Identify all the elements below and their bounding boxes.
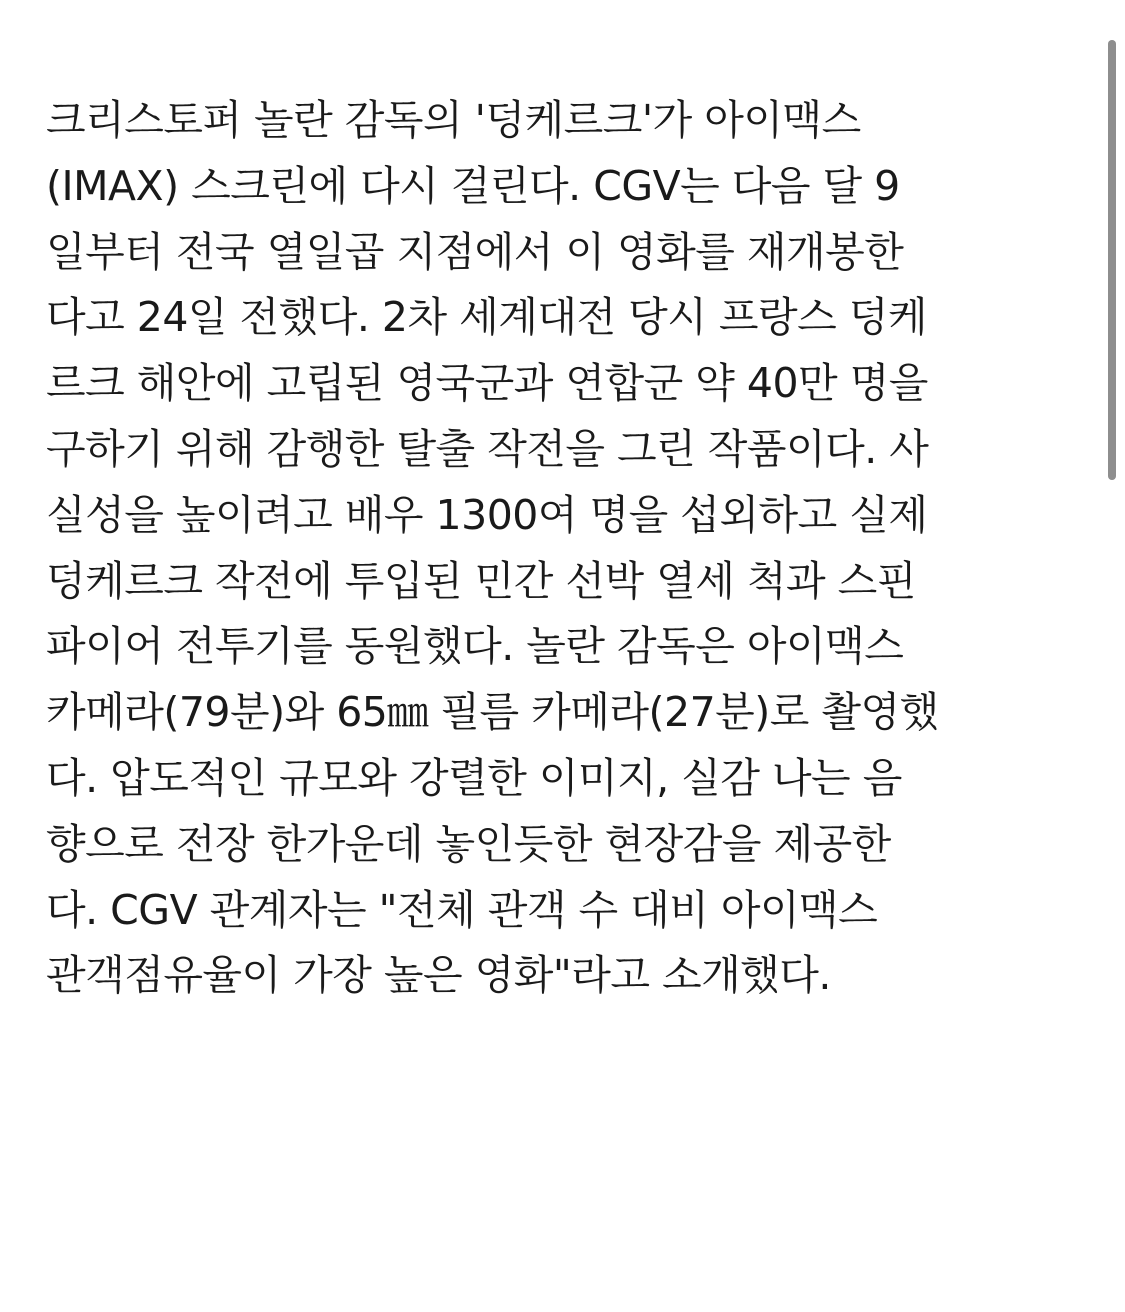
article-line: 구하기 위해 감행한 탈출 작전을 그린 작품이다. 사 bbox=[46, 424, 929, 473]
article-line: 실성을 높이려고 배우 1300여 명을 섭외하고 실제 bbox=[46, 490, 928, 539]
article-body bbox=[46, 88, 1086, 1009]
vertical-scrollbar[interactable] bbox=[1108, 40, 1116, 480]
article-line: 덩케르크 작전에 투입된 민간 선박 열세 척과 스핀 bbox=[46, 556, 916, 605]
article-line: 향으로 전장 한가운데 놓인듯한 현장감을 제공한 bbox=[46, 819, 891, 868]
scrollbar-thumb[interactable] bbox=[1108, 40, 1116, 480]
article-line: 다고 24일 전했다. 2차 세계대전 당시 프랑스 덩케 bbox=[46, 293, 927, 342]
article-line: 르크 해안에 고립된 영국군과 연합군 약 40만 명을 bbox=[46, 359, 928, 408]
article-line: 다. 압도적인 규모와 강렬한 이미지, 실감 나는 음 bbox=[46, 753, 902, 802]
article-line: 일부터 전국 열일곱 지점에서 이 영화를 재개봉한 bbox=[46, 227, 904, 276]
article-line: 크리스토퍼 놀란 감독의 '덩케르크'가 아이맥스 bbox=[46, 96, 861, 144]
article-line: 관객점유율이 가장 높은 영화"라고 소개했다. bbox=[46, 951, 831, 1000]
article-line: 다. CGV 관계자는 "전체 관객 수 대비 아이맥스 bbox=[46, 885, 878, 934]
article-line: 카메라(79분)와 65㎜ 필름 카메라(27분)로 촬영했 bbox=[46, 688, 939, 737]
article-line: (IMAX) 스크린에 다시 걸린다. CGV는 다음 달 9 bbox=[46, 161, 900, 210]
article-line: 파이어 전투기를 동원했다. 놀란 감독은 아이맥스 bbox=[46, 622, 904, 671]
